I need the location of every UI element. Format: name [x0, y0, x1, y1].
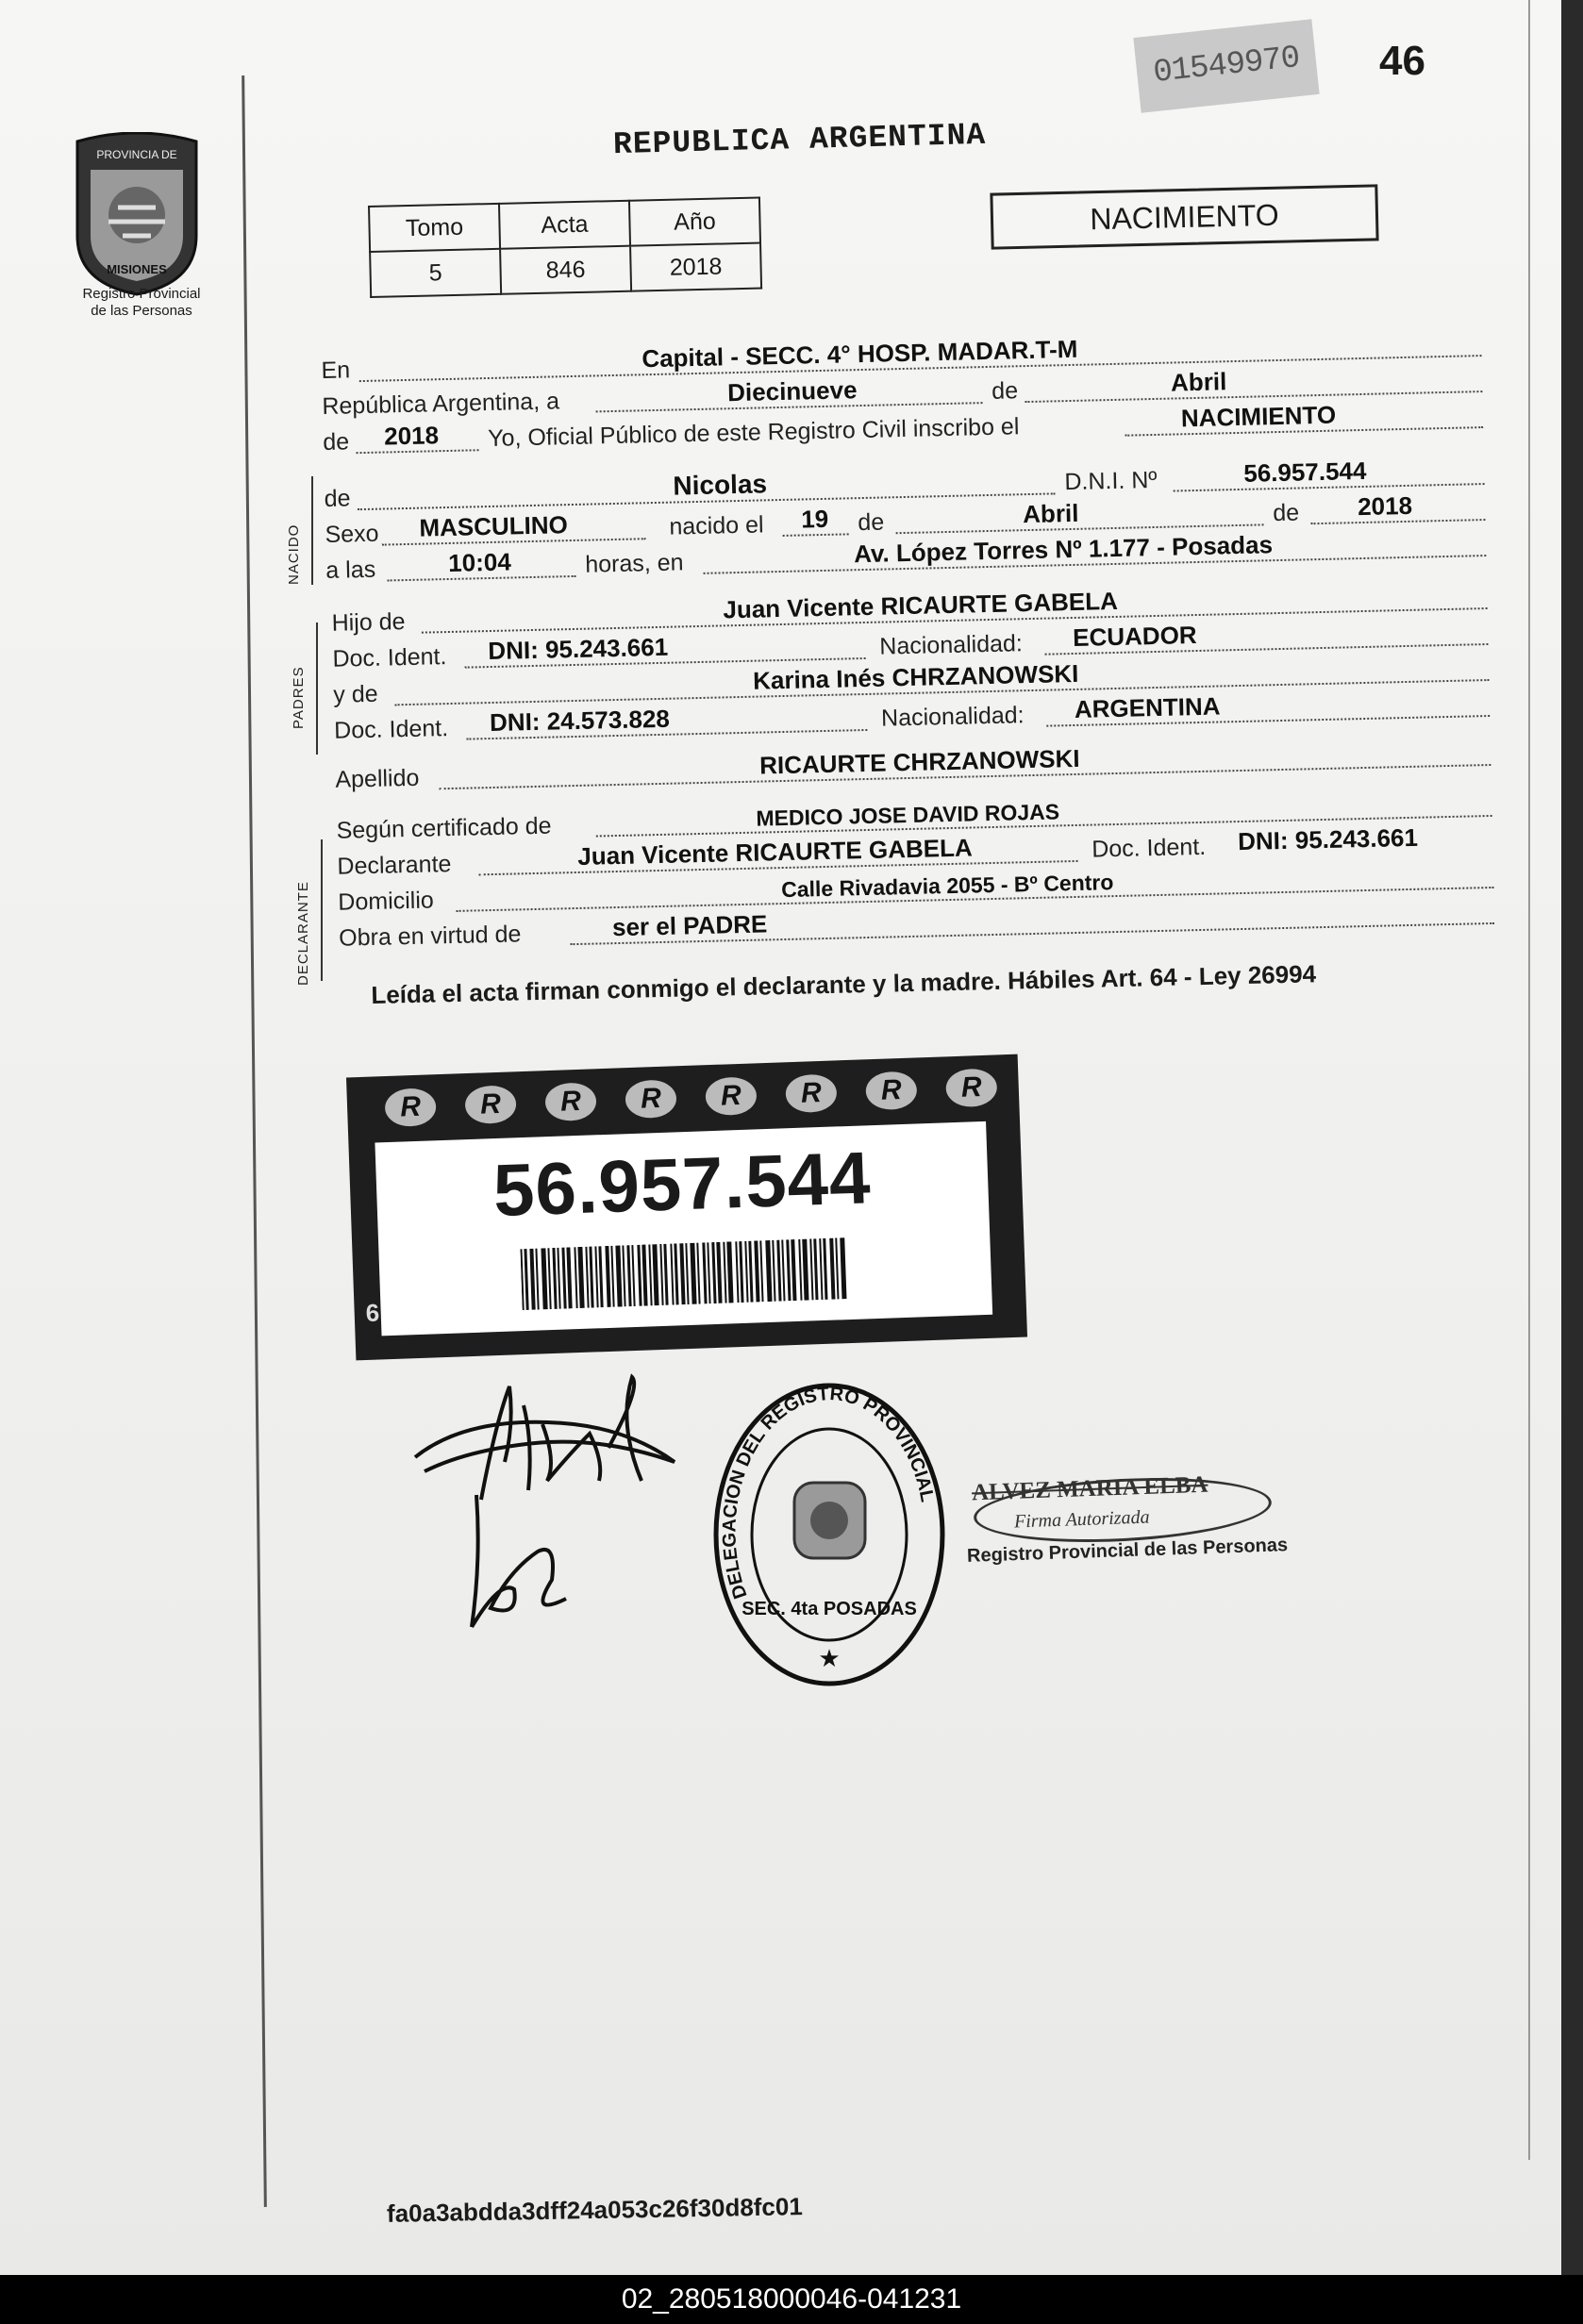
barcode-bar: [835, 1237, 839, 1299]
sticker-pattern-r: R: [625, 1079, 676, 1119]
document-hash: fa0a3abdda3dff24a053c26f30d8fc01: [386, 2192, 804, 2228]
value-year: 2018: [383, 421, 440, 451]
barcode-bar: [529, 1249, 535, 1310]
sticker-pattern-r: R: [384, 1087, 436, 1127]
value-child-dni: 56.957.544: [1242, 456, 1367, 488]
closing-note: Leída el acta firman conmigo el declarante y la madre. Hábiles Art. 64 - Ley 26994: [371, 959, 1317, 1009]
section-label-nacido: NACIDO: [286, 523, 302, 585]
barcode-bar: [690, 1243, 696, 1304]
barcode-bar: [605, 1246, 610, 1307]
provincial-registry-logo: [66, 132, 208, 297]
sticker-label: [375, 1121, 992, 1336]
barcode-bar: [754, 1240, 759, 1302]
barcode-bar: [772, 1240, 775, 1302]
barcode: [520, 1237, 852, 1310]
barcode-bar: [670, 1244, 674, 1305]
label-doc-ident2: Doc. Ident.: [333, 715, 449, 744]
value-birth-month: Abril: [1022, 498, 1079, 529]
barcode-bar: [765, 1240, 772, 1302]
label-de3: de: [324, 485, 351, 512]
barcode-bar: [739, 1241, 743, 1303]
value-birth-place: Av. López Torres Nº 1.177 - Posadas: [853, 530, 1274, 569]
label-hijo-de: Hijo de: [331, 608, 406, 637]
value-day-text: Diecinueve: [726, 375, 858, 407]
registry-header-ano: Año: [629, 198, 760, 246]
barcode-bar: [663, 1244, 668, 1305]
act-type-box: NACIMIENTO: [990, 184, 1378, 249]
value-sex: MASCULINO: [419, 510, 569, 542]
seal-inner-text: SEC. 4ta POSADAS: [742, 1599, 917, 1619]
label-de4: de: [858, 508, 885, 537]
barcode-bar: [674, 1243, 678, 1304]
seal-star-icon: ★: [818, 1644, 841, 1672]
barcode-bar: [622, 1245, 625, 1306]
logo-caption-line2: de las Personas: [91, 303, 192, 319]
barcode-bar: [547, 1248, 551, 1309]
official-role: Firma Autorizada: [1013, 1506, 1150, 1533]
official-name: ALVEZ MARIA ELBA: [971, 1471, 1208, 1506]
sticker-pattern-r: R: [785, 1073, 837, 1113]
barcode-bar: [589, 1247, 593, 1308]
label-domicilio: Domicilio: [338, 887, 435, 916]
barcode-bar: [648, 1244, 652, 1305]
barcode-bar: [716, 1242, 722, 1303]
logo-caption-line1: Registro Provincial: [82, 286, 201, 302]
barcode-bar: [652, 1244, 658, 1305]
birth-record-form: [321, 321, 1481, 952]
label-doc-ident: Doc. Ident.: [332, 643, 447, 672]
barcode-bar: [707, 1242, 710, 1303]
label-obra: Obra en virtud de: [338, 921, 522, 952]
label-horas: horas, en: [584, 549, 684, 578]
label-nacionalidad2: Nacionalidad:: [880, 702, 1025, 732]
barcode-bar: [776, 1240, 781, 1302]
barcode-bar: [696, 1243, 700, 1304]
logo-top-text: PROVINCIA DE: [96, 148, 177, 161]
value-birth-day: 19: [800, 504, 829, 534]
value-certifier: MEDICO JOSE DAVID ROJAS: [756, 799, 1060, 831]
barcode-bar: [566, 1247, 572, 1308]
label-declarante: Declarante: [337, 851, 452, 880]
sticker-dni-number: 56.957.544: [492, 1136, 873, 1233]
padres-section-bar: [316, 622, 318, 755]
barcode-bar: [726, 1241, 733, 1303]
dni-sticker: [346, 1054, 1027, 1361]
value-mother-nationality: ARGENTINA: [1074, 691, 1221, 723]
value-birth-year: 2018: [1357, 490, 1413, 522]
barcode-bar: [840, 1237, 846, 1299]
value-mother-doc: DNI: 24.573.828: [489, 704, 671, 738]
label-doc-ident3: Doc. Ident.: [1091, 833, 1207, 863]
value-month-text: Abril: [1170, 367, 1227, 397]
registry-value-ano: 2018: [630, 243, 761, 291]
barcode-bar: [748, 1241, 753, 1303]
barcode-bar: [685, 1243, 689, 1304]
declarante-section-bar: [321, 839, 323, 981]
barcode-bar: [642, 1245, 647, 1306]
barcode-bar: [802, 1239, 808, 1301]
barcode-bar: [574, 1247, 577, 1308]
barcode-bar: [594, 1246, 598, 1307]
value-birth-time: 10:04: [447, 547, 512, 577]
registry-value-tomo: 5: [370, 249, 501, 297]
label-nacionalidad: Nacionalidad:: [879, 630, 1024, 660]
barcode-bar: [524, 1249, 528, 1310]
label-de5: de: [1272, 499, 1300, 527]
barcode-bar: [744, 1241, 748, 1303]
barcode-bar: [561, 1248, 566, 1309]
label-registro-text: Yo, Oficial Público de este Registro Civil inscribo el: [487, 413, 1020, 453]
value-mother-name: Karina Inés CHRZANOWSKI: [752, 658, 1079, 695]
barcode-bar: [819, 1238, 823, 1300]
barcode-bar: [557, 1248, 560, 1309]
section-label-padres: PADRES: [291, 666, 307, 729]
label-nacido-el: nacido el: [669, 511, 764, 540]
registry-value-row: [370, 243, 761, 297]
country-title: REPUBLICA ARGENTINA: [612, 117, 987, 163]
barcode-bar: [631, 1245, 635, 1306]
value-father-nationality: ECUADOR: [1072, 621, 1197, 652]
label-segun: Según certificado de: [336, 812, 552, 844]
label-en: En: [321, 357, 351, 384]
barcode-bar: [520, 1249, 524, 1310]
label-y-de: y de: [333, 680, 378, 708]
section-label-declarante: DECLARANTE: [295, 881, 311, 986]
barcode-bar: [659, 1244, 663, 1305]
barcode-bar: [610, 1246, 614, 1307]
sticker-pattern-r: R: [705, 1076, 757, 1116]
value-declarant: Juan Vicente RICAURTE GABELA: [576, 833, 974, 871]
barcode-bar: [679, 1243, 685, 1304]
nacido-section-bar: [311, 476, 313, 585]
page-edge: [1561, 0, 1583, 2275]
label-republica: República Argentina, a: [322, 388, 560, 420]
barcode-bar: [723, 1242, 726, 1303]
registry-header-acta: Acta: [499, 201, 630, 249]
value-father-doc: DNI: 95.243.661: [488, 632, 669, 666]
barcode-bar: [598, 1246, 603, 1307]
sticker-pattern-r: R: [464, 1085, 516, 1124]
label-apellido: Apellido: [335, 764, 420, 793]
registry-seal: [709, 1379, 950, 1690]
mother-signature: [462, 1486, 575, 1636]
official-organization: Registro Provincial de las Personas: [966, 1535, 1289, 1567]
barcode-bar: [809, 1238, 813, 1300]
left-margin-line: [242, 75, 267, 2207]
registry-header-tomo: Tomo: [369, 204, 500, 252]
sticker-pattern-r: R: [544, 1082, 596, 1121]
logo-bottom-text: MISIONES: [107, 262, 167, 276]
value-surname: RICAURTE CHRZANOWSKI: [758, 743, 1080, 780]
barcode-bar: [541, 1248, 547, 1309]
page-number: 46: [1379, 38, 1425, 84]
right-margin-line: [1528, 0, 1530, 2160]
barcode-bar: [829, 1238, 835, 1300]
barcode-bar: [735, 1241, 739, 1303]
barcode-bar: [615, 1245, 622, 1306]
sticker-pattern-r: R: [865, 1071, 917, 1110]
value-place: Capital - SECC. 4° HOSP. MADAR.T-M: [642, 334, 1078, 374]
value-father-name: Juan Vicente RICAURTE GABELA: [723, 586, 1119, 624]
registry-table: [368, 197, 762, 298]
barcode-bar: [552, 1248, 557, 1309]
barcode-bar: [585, 1247, 589, 1308]
barcode-bar: [813, 1238, 818, 1300]
barcode-bar: [798, 1239, 802, 1301]
barcode-bar: [702, 1242, 707, 1303]
barcode-bar: [626, 1245, 631, 1306]
seal-outer-text: DELEGACION DEL REGISTRO PROVINCIAL: [719, 1383, 938, 1602]
serial-number-stamp: 01549970: [1133, 19, 1319, 112]
label-sexo: Sexo: [325, 520, 379, 548]
barcode-bar: [791, 1239, 796, 1301]
value-child-name: Nicolas: [673, 469, 768, 501]
sticker-corner-digit: 6: [365, 1298, 380, 1327]
value-obra: ser el PADRE: [611, 909, 768, 942]
label-dni: D.N.I. Nº: [1064, 466, 1158, 496]
barcode-bar: [781, 1239, 785, 1301]
label-de2: de: [322, 428, 350, 456]
value-declarant-doc: DNI: 95.243.661: [1237, 822, 1419, 856]
image-caption: 02_280518000046-041231: [0, 2275, 1583, 2324]
logo-caption: [52, 286, 231, 320]
barcode-bar: [577, 1247, 584, 1308]
barcode-bar: [786, 1239, 791, 1301]
label-de: de: [991, 377, 1019, 405]
value-address: Calle Rivadavia 2055 - Bº Centro: [780, 870, 1114, 903]
barcode-bar: [535, 1249, 539, 1310]
barcode-bar: [759, 1240, 763, 1302]
barcode-bar: [823, 1238, 827, 1300]
sticker-pattern-r: R: [945, 1068, 997, 1107]
value-registro: NACIMIENTO: [1180, 400, 1337, 433]
barcode-bar: [637, 1245, 642, 1306]
barcode-bar: [711, 1242, 716, 1303]
label-a-las: a las: [325, 556, 376, 584]
registry-value-acta: 846: [500, 246, 631, 294]
